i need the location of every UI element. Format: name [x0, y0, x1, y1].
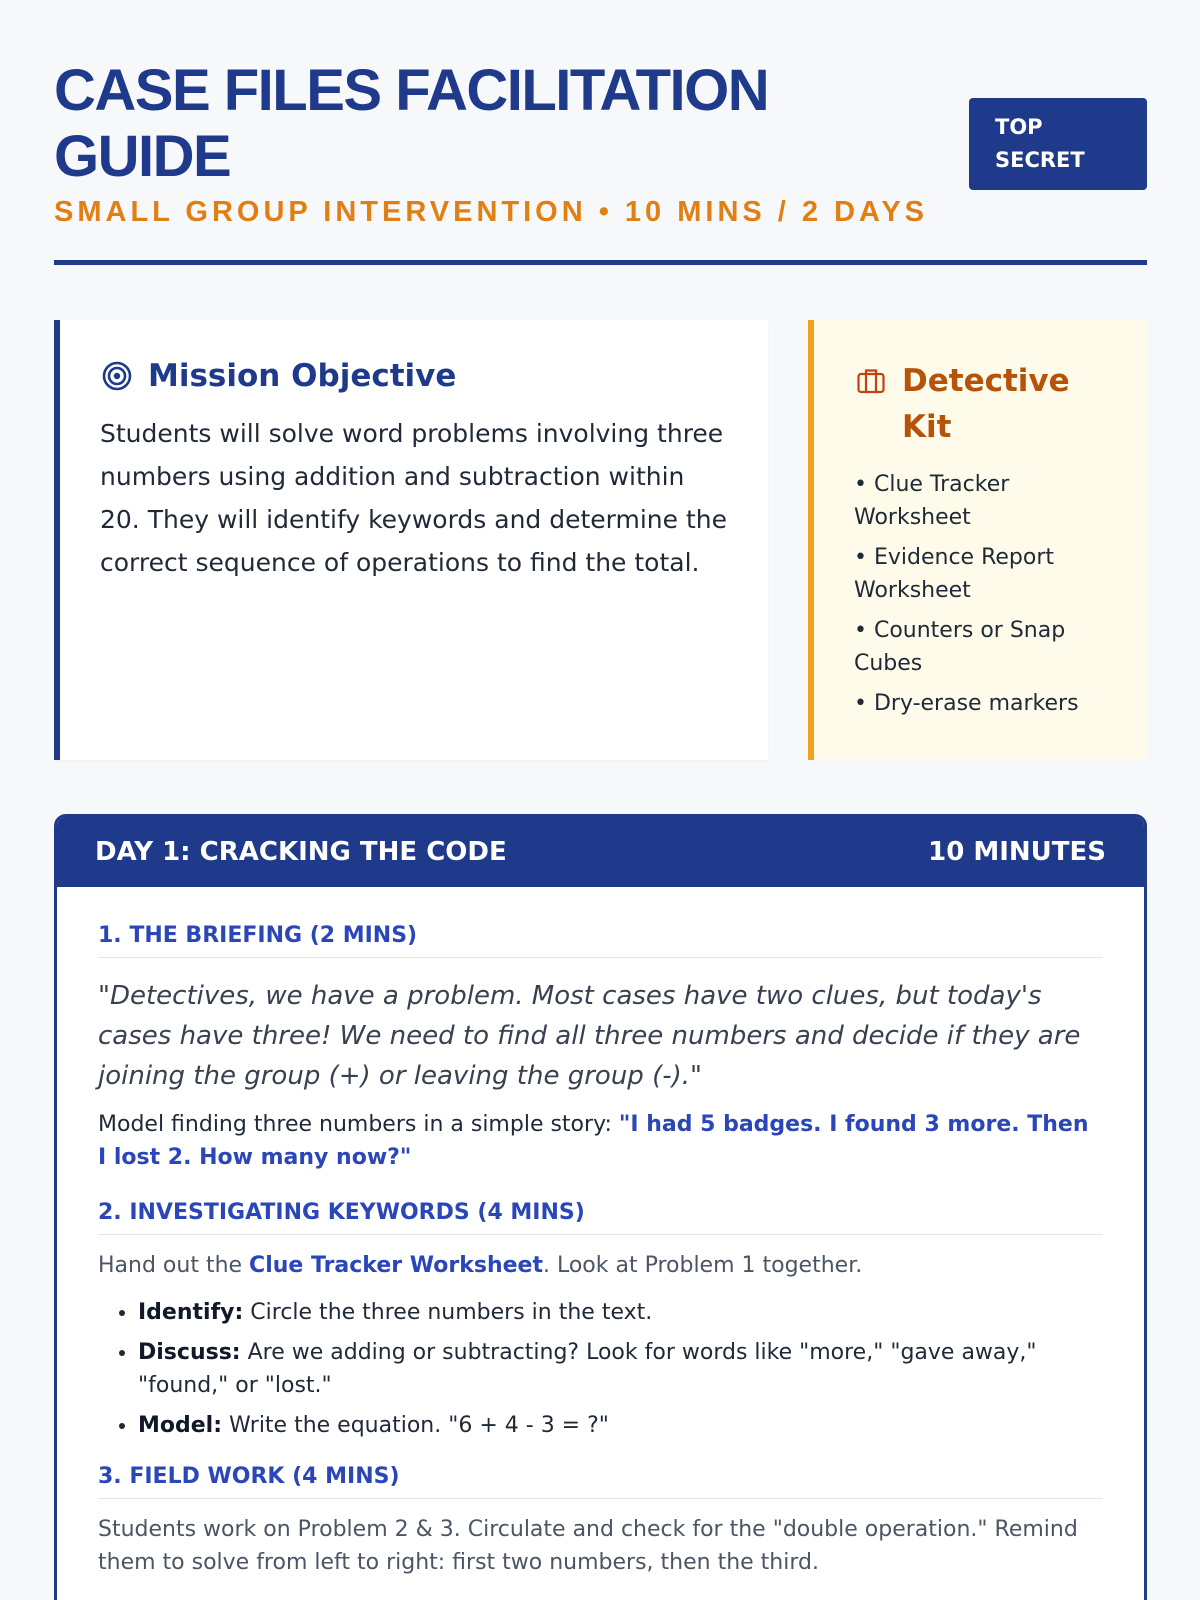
briefing-text-prefix: Model finding three numbers in a simple story:	[98, 1112, 619, 1137]
keywords-bullets	[98, 1296, 1103, 1442]
header-divider	[54, 260, 1147, 265]
bullet-text: Write the equation. "6 + 4 - 3 = ?"	[222, 1413, 609, 1438]
bullet-label: Model:	[138, 1413, 223, 1438]
mission-text: Students will solve word problems involving three numbers using addition and subtraction within 20. They will identify keywords and determine the correct sequence of operations to find the total.	[100, 419, 728, 577]
target-icon	[100, 359, 134, 393]
kit-item: • Dry-erase markers	[854, 691, 1079, 716]
stamp-line-1: TOP	[995, 115, 1043, 139]
day-1-section	[54, 814, 1147, 1600]
page-subtitle: SMALL GROUP INTERVENTION • 10 MINS / 2 DAYS	[54, 196, 929, 228]
kit-heading-text: Detective Kit	[902, 363, 1070, 445]
step-title: 1. THE BRIEFING (2 MINS)	[98, 923, 1103, 958]
keywords-intro	[98, 1249, 1103, 1282]
day-1-header	[57, 817, 1144, 887]
bullet-label: Identify:	[138, 1300, 244, 1325]
step-title: 3. FIELD WORK (4 MINS)	[98, 1464, 1103, 1499]
step-briefing	[98, 923, 1103, 1174]
kit-list	[854, 468, 1127, 720]
briefcase-icon	[854, 364, 888, 398]
mission-objective-card	[54, 320, 768, 760]
top-secret-stamp	[969, 98, 1147, 190]
bullet-text: Circle the three numbers in the text.	[243, 1300, 653, 1325]
detective-kit-card	[808, 320, 1147, 760]
mission-heading-text: Mission Objective	[148, 358, 457, 394]
step-field-work	[98, 1464, 1103, 1579]
stamp-line-2: SECRET	[995, 148, 1085, 172]
field-work-text: Students work on Problem 2 & 3. Circulate and check for the "double operation." Remind them to solve from left to right: first two numbers, then the third.	[98, 1517, 1078, 1575]
briefing-example-story: "I had 5 badges. I found 3 more. Then I lost 2. How many now?"	[98, 1112, 1089, 1170]
page-header	[54, 58, 1147, 229]
keywords-intro-suffix: . Look at Problem 1 together.	[542, 1253, 863, 1278]
briefing-quote: "Detectives, we have a problem. Most cases have two clues, but today's cases have three! We need to find all three numbers and decide if they are joining the group (+) or leaving the group (-)."	[98, 981, 1081, 1091]
bullet-item	[138, 1409, 1103, 1442]
keywords-intro-prefix: Hand out the	[98, 1253, 250, 1278]
page-title: CASE FILES FACILITATION GUIDE	[54, 58, 769, 189]
bullet-item	[138, 1296, 1103, 1329]
mission-heading	[100, 358, 728, 394]
kit-item: • Clue Tracker Worksheet	[854, 472, 1010, 530]
day-1-title: DAY 1: CRACKING THE CODE	[95, 837, 507, 867]
worksheet-name: Clue Tracker Worksheet	[249, 1253, 543, 1278]
bullet-label: Discuss:	[138, 1340, 241, 1365]
day-1-body	[57, 887, 1144, 1579]
briefing-text	[98, 1108, 1103, 1174]
kit-heading	[854, 358, 1127, 450]
kit-item: • Evidence Report Worksheet	[854, 545, 1054, 603]
bullet-item	[138, 1336, 1103, 1402]
bullet-text: Are we adding or subtracting? Look for words like "more," "gave away," "found," or "lost."	[138, 1340, 1037, 1398]
step-title: 2. INVESTIGATING KEYWORDS (4 MINS)	[98, 1200, 1103, 1235]
kit-item: • Counters or Snap Cubes	[854, 618, 1066, 676]
step-keywords	[98, 1200, 1103, 1442]
day-1-duration: 10 MINUTES	[928, 837, 1106, 867]
